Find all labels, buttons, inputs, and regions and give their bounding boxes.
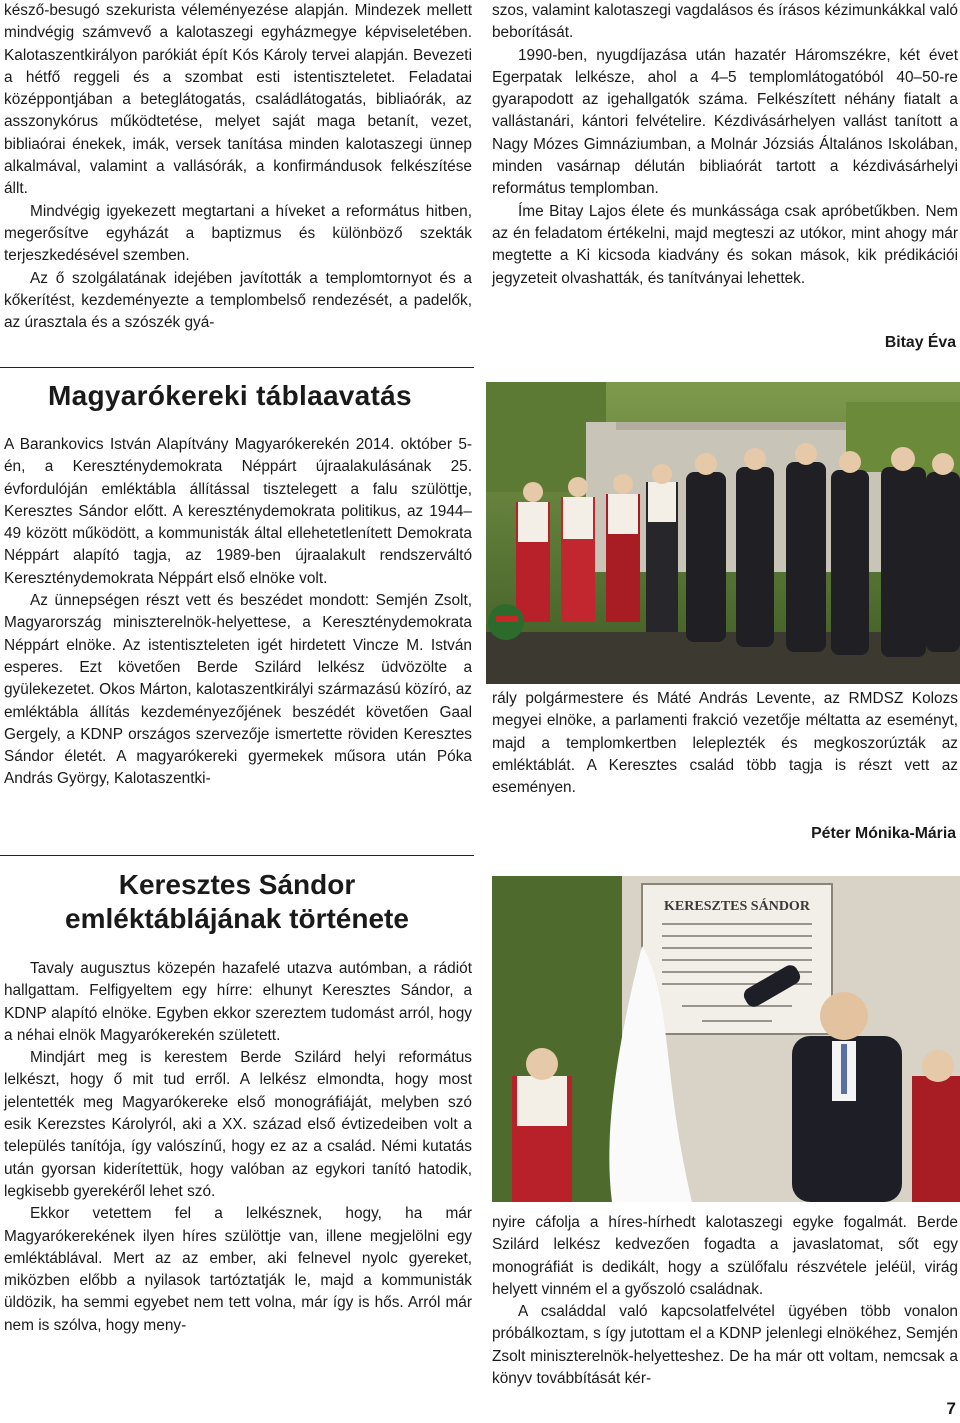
separator-line: [0, 367, 474, 368]
separator-line: [0, 855, 474, 856]
paragraph: Mindjárt meg is kerestem Berde Szilárd helyi református lelkészt, hogy ő mit tud erről. A lelkész elmondta, hogy most jelentették meg Magyarókereke első monográfiáját, melyben szó esik Kerezstes Károlyról, aki a XX. század első évtizedeiben volt a település tanítója, így valószínű, hogy ez az a család. Némi kutatás után gyorsan kiderítettük, hogy valóban az egykori tanító hatodik, legkisebb gyerekéről lehet szó.: [4, 1049, 472, 1200]
paragraph: szos, valamint kalotaszegi vagdalásos és írásos kézimunkákkal való beborítását.: [492, 2, 958, 42]
article1-continuation: [492, 688, 958, 799]
paragraph: A családdal való kapcsolatfelvétel ügyében több vonalon próbálkoztam, s így jutottam el a KDNP jelenlegi elnökéhez, Semjén Zsolt miniszterelnök-helyetteshez. De ha már ott voltam, nemcsak a könyv továbbítását kér-: [492, 1303, 958, 1388]
top-right-column: [492, 0, 958, 290]
paragraph: Mindvégig igyekezett megtartani a híveket a református hitben, megerősítve egyházát a baptizmus és különböző szekták terjeszkedésével szemben.: [4, 202, 472, 265]
article2-continuation: [492, 1212, 958, 1390]
plaque-unveiling-photo: [492, 876, 960, 1202]
paragraph: Az ő szolgálatának idejében javították a templomtornyot és a kőkerítést, kezdeményezte a templombelső rendezését, a padelők, az úrasztala és a szószék gyá-: [4, 269, 472, 332]
paragraph: Ekkor vetettem fel a lelkésznek, hogy, ha már Magyarókerekének ilyen híres szülöttje van, illene megjelölni egy emléktáblával. Mert az az ember, aki felnevel nyolc gyereket, miközben előbb a nyilasok tartóztatják le, majd a kommunisták üldözik, ha semmi egyebet nem tett volna, már így is hős. Arról már nem is szólva, hogy meny-: [4, 1205, 472, 1334]
paragraph: rály polgármestere és Máté András Levente, az RMDSZ Kolozs megyei elnöke, a parlamenti frakció vezetője méltatta az eseményt, majd a templomkertben leleplezték és megkoszorúzták az emléktáblát. A Keresztes család több tagja is részt vett az eseményen.: [492, 690, 958, 797]
article2-title-line1: Keresztes Sándor: [118, 869, 356, 900]
article1-title: Magyarókereki táblaavatás: [48, 380, 412, 411]
paragraph: Tavaly augusztus közepén hazafelé utazva autómban, a rádiót hallgattam. Felfigyeltem egy hírre: elhunyt Keresztes Sándor, a KDNP alapító elnöke. Egyben ekkor szereztem tudomást arról, hogy a néhai elnök Magyarókerekén született.: [4, 960, 472, 1044]
article2-title: [0, 868, 474, 936]
paragraph: késző-besugó szekurista véleményezése alapján. Mindezek mellett mindvégig számvevő a kalotaszegi egyházmegye képviseletében. Kalotaszentkirályon parókiát épít Kós Károly tervei alapján. Bevezeti a hétfő reggeli és a szombat esti istentiszteletet. Feladatai középpontjában a beteglátogatás, családlátogatás, bibliaórák, az asszonykórus működtetése, melyet saját maga betanít, vezet, bibliaórai énekek, imák, versek tanítása minden kalotaszegi ünnep alkalmával, valamint a vallásórák, a konfirmándusok felkészítése állt.: [4, 2, 472, 198]
ceremony-photo: [486, 382, 960, 684]
top-left-column: [4, 0, 472, 334]
article1-body: [4, 434, 472, 791]
plaque-title: KERESZTES SÁNDOR: [664, 899, 810, 914]
paragraph: nyire cáfolja a híres-hírhedt kalotaszegi egyke fogalmát. Berde Szilárd lelkész kedvezően fogadta a javaslatomat, sőt egy monográfiát is dedikált, hogy a szülőfalu részvétele jeléül, virág helyett vinném el a győszoló családnak.: [492, 1214, 958, 1298]
page-number: 7: [946, 1399, 956, 1418]
paragraph: A Barankovics István Alapítvány Magyarókerekén 2014. október 5-én, a Kereszténydemokrata Néppárt újraalakulásának 25. évfordulóján emléktábla állítással tisztelegett a falu szülöttje, Keresztes Sándor előtt. A kereszténydemokrata politikus, az 1944–49 között működött, a kommunisták által ellehetetlenített Demokrata Néppárt alapító tagja, az 1989-ben újraalakult rendszerváltó Kereszténydemokrata Néppárt első elnöke volt.: [4, 436, 472, 587]
paragraph: 1990-ben, nyugdíjazása után hazatér Háromszékre, két évet Egerpatak lelkésze, ahol a 4–5 templomlátogatóból 40–50-re gyarapodott az igehallgatók száma. Felkészített néhány fiatalt a vallástanári, kántori felvételire. Kézdivásárhelyen vallást tanított a Nagy Mózes Gimnáziumban, a Molnár Józsiás Általános Iskolában, minden vasárnap délután bibliaórát tartott a kézdivásárhelyi református templomban.: [492, 46, 958, 198]
paragraph: Íme Bitay Lajos élete és munkássága csak apróbetűkben. Nem az én feladatom értékelni, majd megteszi az utókor, mint ahogy már megtette a Ki kicsoda kiadvány és sokan mások, kik prédikációi jegyzeteit olvashatták, és tanítványai lehettek.: [492, 202, 958, 287]
article2-body: [4, 958, 472, 1337]
signature-peter-monika-maria: Péter Mónika-Mária: [811, 825, 956, 842]
article2-title-line2: emléktáblájának története: [65, 903, 409, 934]
paragraph: Az ünnepségen részt vett és beszédet mondott: Semjén Zsolt, Magyarország miniszterelnök-helyettese, a Kereszténydemokrata Néppárt elnöke. Az istentiszteleten igét hirdetett Vincze M. István esperes. Ezt követően Berde Szilárd lelkész üdvözölte a gyülekezetet. Okos Márton, kalotaszentkirályi származású közíró, az emléktábla állítás kezdeményezőjének beszédét követően Gaal Gergely, a KDNP országos szervezője ismertette röviden Keresztes Sándor életét. A magyarókereki gyermekek műsora után Póka András György, Kalotaszentki-: [4, 592, 472, 788]
signature-bitay-eva: Bitay Éva: [884, 334, 956, 351]
